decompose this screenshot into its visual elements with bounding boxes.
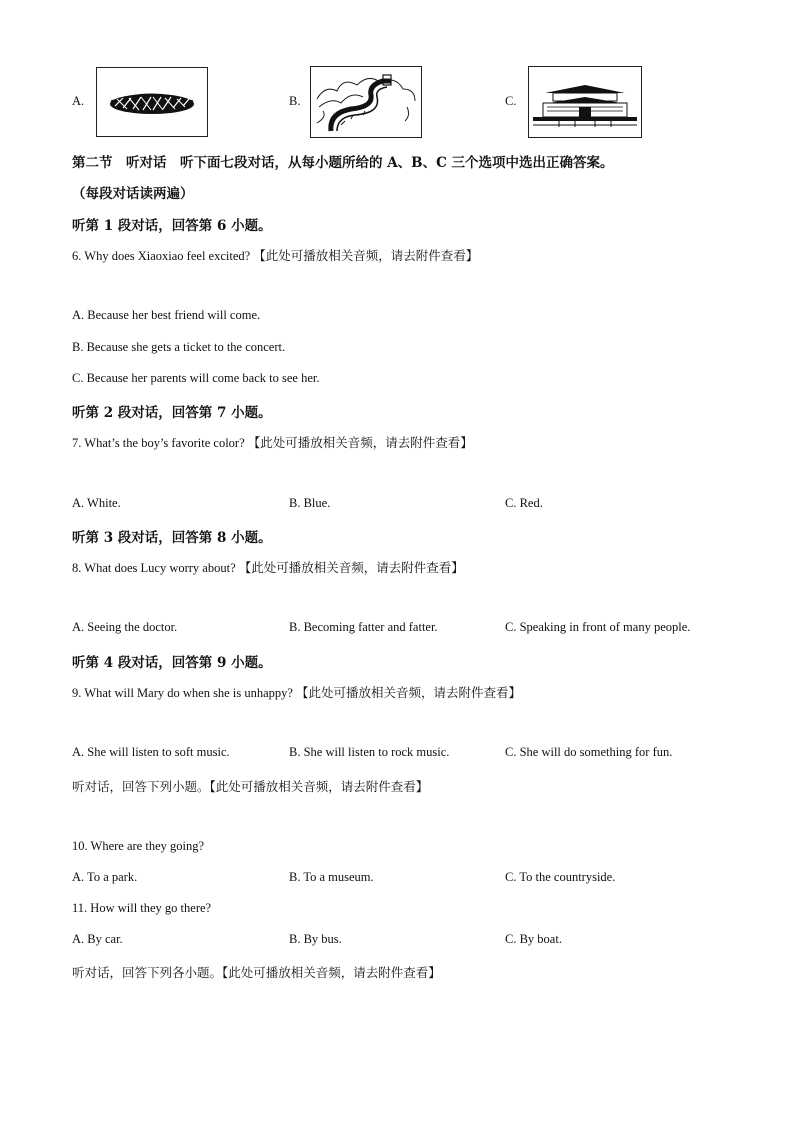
tiananmen-icon: [529, 67, 641, 137]
question-11-option-c[interactable]: C. By boat.: [505, 932, 562, 946]
dialog-6-heading: 听对话，回答下列各小题。【此处可播放相关音频，请去附件查看】: [72, 965, 441, 980]
question-9-option-c[interactable]: C. She will do something for fun.: [505, 745, 673, 759]
birds-nest-stadium-icon: [97, 68, 207, 136]
question-8-option-a[interactable]: A. Seeing the doctor.: [72, 620, 178, 634]
question-9-option-a[interactable]: A. She will listen to soft music.: [72, 745, 230, 759]
section-note: （每段对话读两遍）: [72, 186, 194, 202]
question-8: 8. What does Lucy worry about? 【此处可播放相关音频，请去附件查看】: [72, 561, 464, 575]
question-11-option-b[interactable]: B. By bus.: [289, 932, 342, 946]
question-6: 6. Why does Xiaoxiao feel excited? 【此处可播放相关音频，请去附件查看】: [72, 249, 479, 263]
dialog-2-heading: 听第 2 段对话，回答第 7 小题。: [72, 405, 272, 421]
question-7-option-a[interactable]: A. White.: [72, 496, 121, 510]
option-b-picture[interactable]: [310, 66, 422, 138]
question-10-option-a[interactable]: A. To a park.: [72, 870, 138, 884]
question-7: 7. What’s the boy’s favorite color? 【此处可播放相关音频，请去附件查看】: [72, 436, 473, 450]
option-c-picture[interactable]: [528, 66, 642, 138]
question-11: 11. How will they go there?: [72, 901, 212, 915]
question-9-option-b[interactable]: B. She will listen to rock music.: [289, 745, 450, 759]
question-8-option-b[interactable]: B. Becoming fatter and fatter.: [289, 620, 438, 634]
section-heading: 第二节 听对话 听下面七段对话，从每小题所给的 A、B、C 三个选项中选出正确答案。: [72, 155, 614, 171]
dialog-3-heading: 听第 3 段对话，回答第 8 小题。: [72, 530, 272, 546]
option-b-label: B.: [289, 94, 301, 108]
question-6-option-a[interactable]: A. Because her best friend will come.: [72, 308, 261, 322]
question-7-option-b[interactable]: B. Blue.: [289, 496, 331, 510]
question-8-option-c[interactable]: C. Speaking in front of many people.: [505, 620, 691, 634]
question-9: 9. What will Mary do when she is unhappy? 【此处可播放相关音频，请去附件查看】: [72, 686, 522, 700]
option-a-picture[interactable]: [96, 67, 208, 137]
question-7-option-c[interactable]: C. Red.: [505, 496, 543, 510]
question-10-option-b[interactable]: B. To a museum.: [289, 870, 374, 884]
great-wall-icon: [311, 67, 421, 137]
option-c-label: C.: [505, 94, 517, 108]
dialog-1-heading: 听第 1 段对话，回答第 6 小题。: [72, 218, 272, 234]
dialog-4-heading: 听第 4 段对话，回答第 9 小题。: [72, 655, 272, 671]
question-10-option-c[interactable]: C. To the countryside.: [505, 870, 616, 884]
question-10: 10. Where are they going?: [72, 839, 205, 853]
option-a-label: A.: [72, 94, 85, 108]
question-11-option-a[interactable]: A. By car.: [72, 932, 123, 946]
dialog-5-heading: 听对话，回答下列小题。【此处可播放相关音频，请去附件查看】: [72, 779, 429, 794]
question-6-option-b[interactable]: B. Because she gets a ticket to the concert.: [72, 340, 286, 354]
question-6-option-c[interactable]: C. Because her parents will come back to see her.: [72, 371, 320, 385]
